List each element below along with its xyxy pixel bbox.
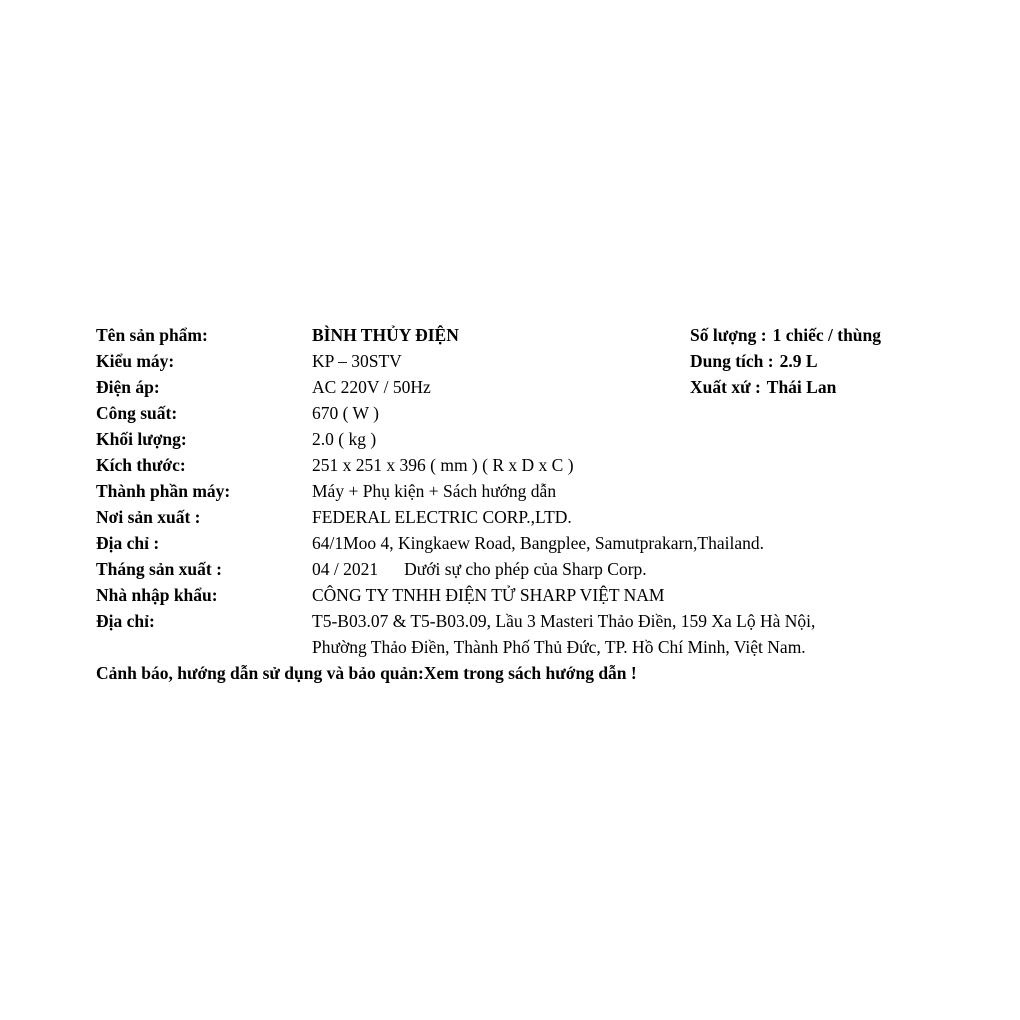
capacity-value: 2.9 L — [779, 351, 818, 371]
weight-key: Khối lượng: — [96, 429, 187, 449]
importer-address-continuation-row — [96, 634, 926, 660]
production-date-field — [312, 556, 647, 582]
weight-row — [96, 426, 926, 452]
model-value: KP – 30STV — [312, 351, 402, 371]
importer-row — [96, 582, 926, 608]
origin-field — [690, 374, 836, 400]
dimensions-value: 251 x 251 x 396 ( mm ) ( R x D x C ) — [312, 455, 574, 475]
contents-key: Thành phần máy: — [96, 481, 231, 501]
product-name-key: Tên sản phẩm: — [96, 325, 208, 345]
manufacturer-address-key: Địa chỉ : — [96, 533, 160, 553]
model-key: Kiểu máy: — [96, 351, 175, 371]
quantity-field — [690, 322, 881, 348]
product-label — [96, 322, 926, 686]
dimensions-key: Kích thước: — [96, 455, 186, 475]
voltage-key: Điện áp: — [96, 377, 160, 397]
model-row — [96, 348, 926, 374]
voltage-value: AC 220V / 50Hz — [312, 377, 431, 397]
warning-row — [96, 660, 926, 686]
origin-key: Xuất xứ : — [690, 377, 761, 397]
production-date-row — [96, 556, 926, 582]
power-value: 670 ( W ) — [312, 403, 379, 423]
capacity-field — [690, 348, 818, 374]
production-date-value: 04 / 2021 — [312, 559, 379, 579]
importer-key: Nhà nhập khẩu: — [96, 585, 218, 605]
importer-address-key: Địa chỉ: — [96, 611, 155, 631]
importer-address-row — [96, 608, 926, 634]
importer-address-line-1: T5-B03.07 & T5-B03.09, Lầu 3 Masteri Thảo Điền, 159 Xa Lộ Hà Nội, — [312, 611, 816, 631]
product-name-value: BÌNH THỦY ĐIỆN — [312, 325, 459, 345]
power-key: Công suất: — [96, 403, 178, 423]
power-row — [96, 400, 926, 426]
importer-address-line-2: Phường Thảo Điền, Thành Phố Thủ Đức, TP. Hồ Chí Minh, Việt Nam. — [312, 637, 806, 657]
product-name-row — [96, 322, 926, 348]
license-note: Dưới sự cho phép của Sharp Corp. — [404, 559, 647, 579]
manufacturer-address-row — [96, 530, 926, 556]
capacity-key: Dung tích : — [690, 351, 774, 371]
warning-text: Cảnh báo, hướng dẫn sử dụng và bảo quản:Xem trong sách hướng dẫn ! — [96, 663, 637, 683]
manufacturer-value: FEDERAL ELECTRIC CORP.,LTD. — [312, 507, 572, 527]
contents-value: Máy + Phụ kiện + Sách hướng dẫn — [312, 481, 557, 501]
quantity-value: 1 chiếc / thùng — [772, 325, 882, 345]
dimensions-row — [96, 452, 926, 478]
quantity-key: Số lượng : — [690, 325, 767, 345]
origin-value: Thái Lan — [766, 377, 837, 397]
weight-value: 2.0 ( kg ) — [312, 429, 377, 449]
importer-value: CÔNG TY TNHH ĐIỆN TỬ SHARP VIỆT NAM — [312, 585, 665, 605]
voltage-row — [96, 374, 926, 400]
contents-row — [96, 478, 926, 504]
manufacturer-key: Nơi sản xuất : — [96, 507, 201, 527]
manufacturer-address-value: 64/1Moo 4, Kingkaew Road, Bangplee, Samutprakarn,Thailand. — [312, 533, 764, 553]
production-date-key: Tháng sản xuất : — [96, 559, 222, 579]
manufacturer-row — [96, 504, 926, 530]
